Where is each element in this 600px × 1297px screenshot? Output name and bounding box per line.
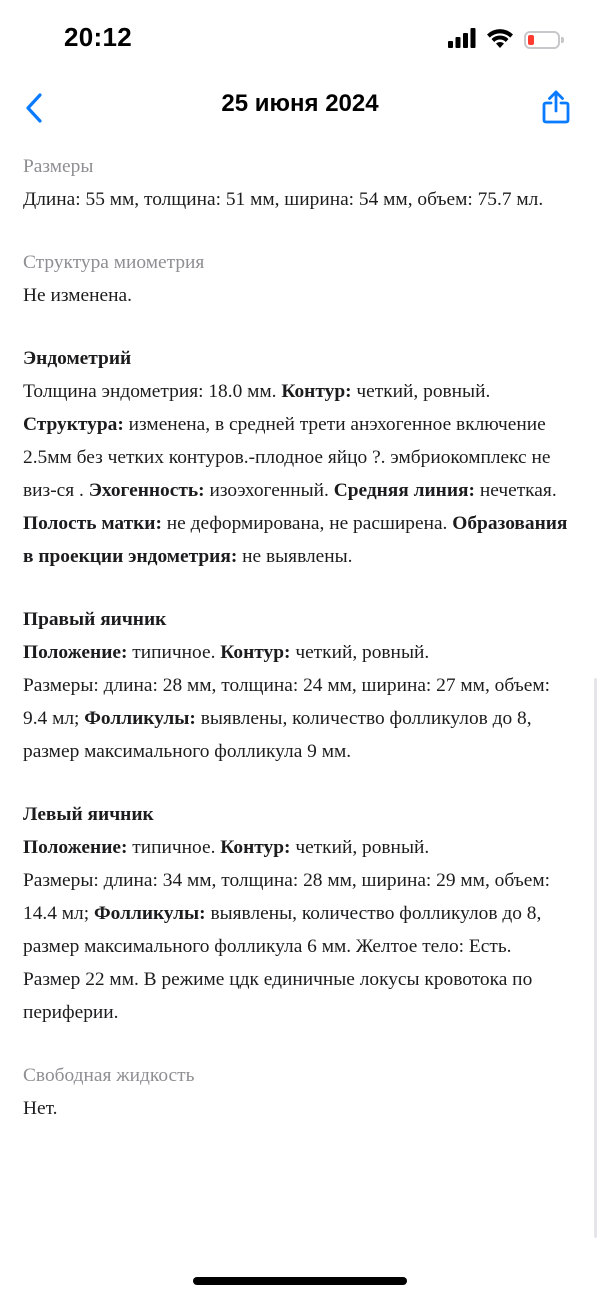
section-text: Нет. [23, 1098, 58, 1119]
section-myometrium [23, 246, 571, 312]
battery-low-icon [524, 31, 560, 49]
section-text: Не изменена. [23, 285, 132, 306]
position-label: Положение: [23, 642, 128, 663]
scroll-indicator[interactable] [594, 678, 597, 1238]
status-bar [0, 0, 600, 80]
section-left-ovary [23, 798, 571, 1029]
ovary-sizes: Размеры: длина: 34 мм, толщина: 28 мм, ширина: 29 мм, объем: 14.4 мл; [23, 870, 551, 924]
section-heading: Левый яичник [23, 804, 154, 825]
section-sizes [23, 150, 571, 216]
echogenicity-value: изоэхогенный. [209, 480, 329, 501]
structure-label: Структура: [23, 414, 124, 435]
section-heading: Размеры [23, 156, 94, 177]
follicles-label: Фолликулы: [93, 903, 206, 924]
ovary-sizes: Размеры: длина: 28 мм, толщина: 24 мм, ширина: 27 мм, объем: 9.4 мл; [23, 675, 551, 729]
contour-value: четкий, ровный. [295, 642, 430, 663]
midline-label: Средняя линия: [333, 480, 475, 501]
contour-label: Контур: [220, 837, 291, 858]
formations-label: Образования в проекции эндометрия: [23, 513, 568, 567]
formations-value: не выявлены. [242, 546, 353, 567]
follicles-value: выявлены, количество фолликулов до 8, размер максимального фолликула 6 мм. Желтое тело: Есть. Размер 22 мм. В режиме цдк единичные локусы кровотока по периферии. [23, 903, 542, 1023]
page-title: 25 июня 2024 [221, 90, 379, 117]
status-icons [448, 28, 560, 52]
section-text: Длина: 55 мм, толщина: 51 мм, ширина: 54 мм, объем: 75.7 мл. [23, 189, 544, 210]
section-heading: Структура миометрия [23, 252, 205, 273]
follicles-label: Фолликулы: [84, 708, 196, 729]
share-button[interactable] [538, 86, 574, 128]
position-label: Положение: [23, 837, 128, 858]
contour-label: Контур: [220, 642, 291, 663]
section-text [23, 636, 571, 768]
section-heading: Правый яичник [23, 609, 167, 630]
endometrium-thickness: Толщина эндометрия: 18.0 мм. [23, 381, 277, 402]
contour-value: четкий, ровный. [295, 837, 430, 858]
battery-cap [561, 37, 564, 43]
section-heading: Эндометрий [23, 348, 132, 369]
cavity-label: Полость матки: [23, 513, 162, 534]
contour-value: четкий, ровный. [356, 381, 491, 402]
section-text [23, 375, 571, 573]
home-indicator[interactable] [193, 1277, 407, 1285]
section-text [23, 831, 571, 1029]
report-content [23, 150, 571, 1155]
share-icon [542, 90, 570, 124]
position-value: типичное. [132, 642, 216, 663]
structure-value: изменена, в средней трети анэхогенное включение 2.5мм без четких контуров.-плодное яйцо ?. эмбриокомплекс не виз-ся . [23, 414, 551, 501]
cellular-signal-icon [448, 28, 476, 53]
nav-bar [0, 80, 600, 136]
section-free-fluid [23, 1059, 571, 1125]
section-heading: Свободная жидкость [23, 1065, 195, 1086]
cavity-value: не деформирована, не расширена. [166, 513, 448, 534]
echogenicity-label: Эхогенность: [88, 480, 205, 501]
midline-value: нечеткая. [479, 480, 557, 501]
contour-label: Контур: [281, 381, 352, 402]
follicles-value: выявлены, количество фолликулов до 8, размер максимального фолликула 9 мм. [23, 708, 532, 762]
section-right-ovary [23, 603, 571, 768]
wifi-icon [486, 28, 514, 53]
status-time: 20:12 [64, 22, 132, 52]
battery-level [528, 35, 534, 45]
position-value: типичное. [132, 837, 216, 858]
section-endometrium [23, 342, 571, 573]
